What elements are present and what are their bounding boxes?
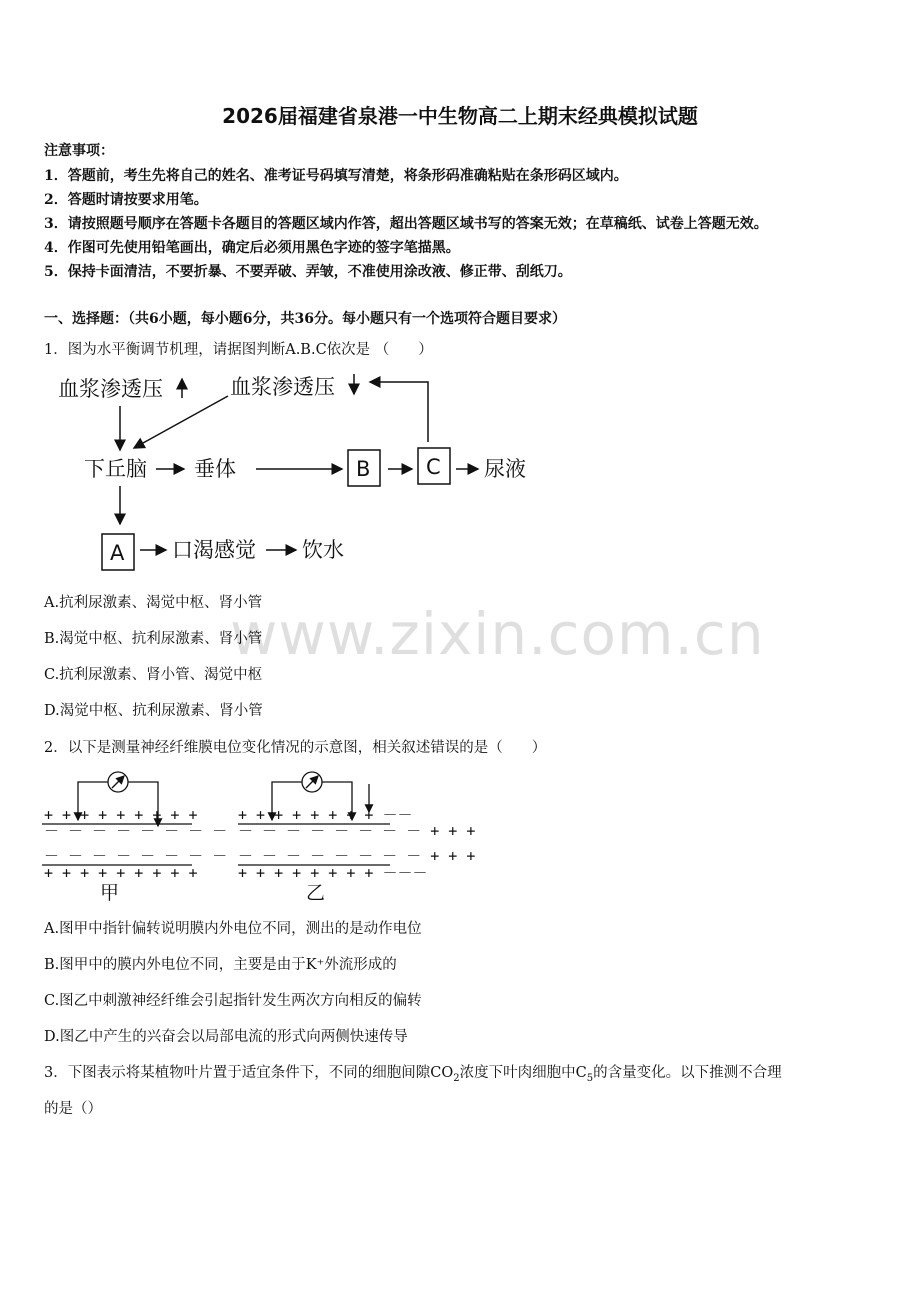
page-title: 2026届福建省泉港一中生物高二上期末经典模拟试题 [222,104,698,128]
feedback-arrow [370,382,428,442]
membrane-row: + + + + + + + + －－ [238,806,413,824]
urine-label: 尿液 [484,457,526,481]
q2-option-d: D.图乙中产生的兴奋会以局部电流的形式向两侧快速传导 [44,1029,408,1045]
q1-option-a: A.抗利尿激素、渴觉中枢、肾小管 [44,595,263,611]
box-b-label: B [356,457,371,481]
section-heading: 一、选择题：（共6小题，每小题6分，共36分。每小题只有一个选项符合题目要求） [44,311,566,327]
galvanometer-needle [112,776,124,788]
membrane-row: + + + + + + + + + [44,806,198,824]
membrane-row: + + + + + + + + －－－ [238,864,428,882]
notice-item: 5．保持卡面清洁，不要折暴、不要弄破、弄皱，不准使用涂改液、修正带、刮纸刀。 [44,264,572,280]
question-2-stem: 2．以下是测量神经纤维膜电位变化情况的示意图，相关叙述错误的是（ ） [44,740,547,756]
figure-jia-label: 甲 [100,882,120,904]
question-3-stem: 3．下图表示将某植物叶片置于适宜条件下，不同的细胞间隙$CO_2$浓度下叶肉细胞中$C_5$的含量变化。以下推测不合理 [44,1065,782,1084]
pituitary-label: 垂体 [194,457,236,481]
membrane-row: － － － － － － － － + + + [238,822,476,840]
watermark: www.zixin.com.cn [230,600,765,668]
notice-heading: 注意事项： [44,143,114,159]
question-1-stem: 1．图为水平衡调节机理，请据图判断A.B.C依次是 （ ） [44,342,433,358]
water-balance-diagram [44,362,544,582]
figure-yi-label: 乙 [306,882,326,904]
q2-option-b: B.图甲中的膜内外电位不同，主要是由于K⁺外流形成的 [44,957,397,973]
arrow-to-hypothalamus-diagonal [134,396,228,448]
figure-jia [40,768,228,904]
box-a-label: A [110,541,125,565]
question-3-stem-continued: 的是（） [44,1101,102,1117]
q1-option-c: C.抗利尿激素、肾小管、渴觉中枢 [44,667,263,683]
galvanometer-needle [306,776,318,788]
membrane-row: － － － － － － － － [44,822,228,840]
q2-option-a: A.图甲中指针偏转说明膜内外电位不同，测出的是动作电位 [44,921,422,937]
q1-option-b: B.渴觉中枢、抗利尿激素、肾小管 [44,631,263,647]
membrane-row: － － － － － － － － [44,847,228,865]
notice-item: 3．请按照题号顺序在答题卡各题目的答题区域内作答，超出答题区域书写的答案无效；在草稿纸、试卷上答题无效。 [44,216,768,232]
drink-label: 饮水 [302,538,344,562]
figure-yi [236,768,476,904]
plasma-osmotic-up-label: 血浆渗透压 [58,377,163,401]
box-c-label: C [426,455,441,479]
q1-option-d: D.渴觉中枢、抗利尿激素、肾小管 [44,703,263,719]
notice-item: 4．作图可先使用铅笔画出，确定后必须用黑色字迹的签字笔描黑。 [44,240,460,256]
plasma-osmotic-down-label: 血浆渗透压 [230,375,335,399]
q2-option-c: C.图乙中刺激神经纤维会引起指针发生两次方向相反的偏转 [44,993,422,1009]
notice-item: 1．答题前，考生先将自己的姓名、准考证号码填写清楚，将条形码准确粘贴在条形码区域内。 [44,168,628,184]
membrane-row: + + + + + + + + + [44,864,198,882]
membrane-row: － － － － － － － － + + + [238,847,476,865]
thirst-label: 口渴感觉 [172,538,256,562]
notice-item: 2．答题时请按要求用笔。 [44,192,208,208]
hypothalamus-label: 下丘脑 [84,457,147,481]
